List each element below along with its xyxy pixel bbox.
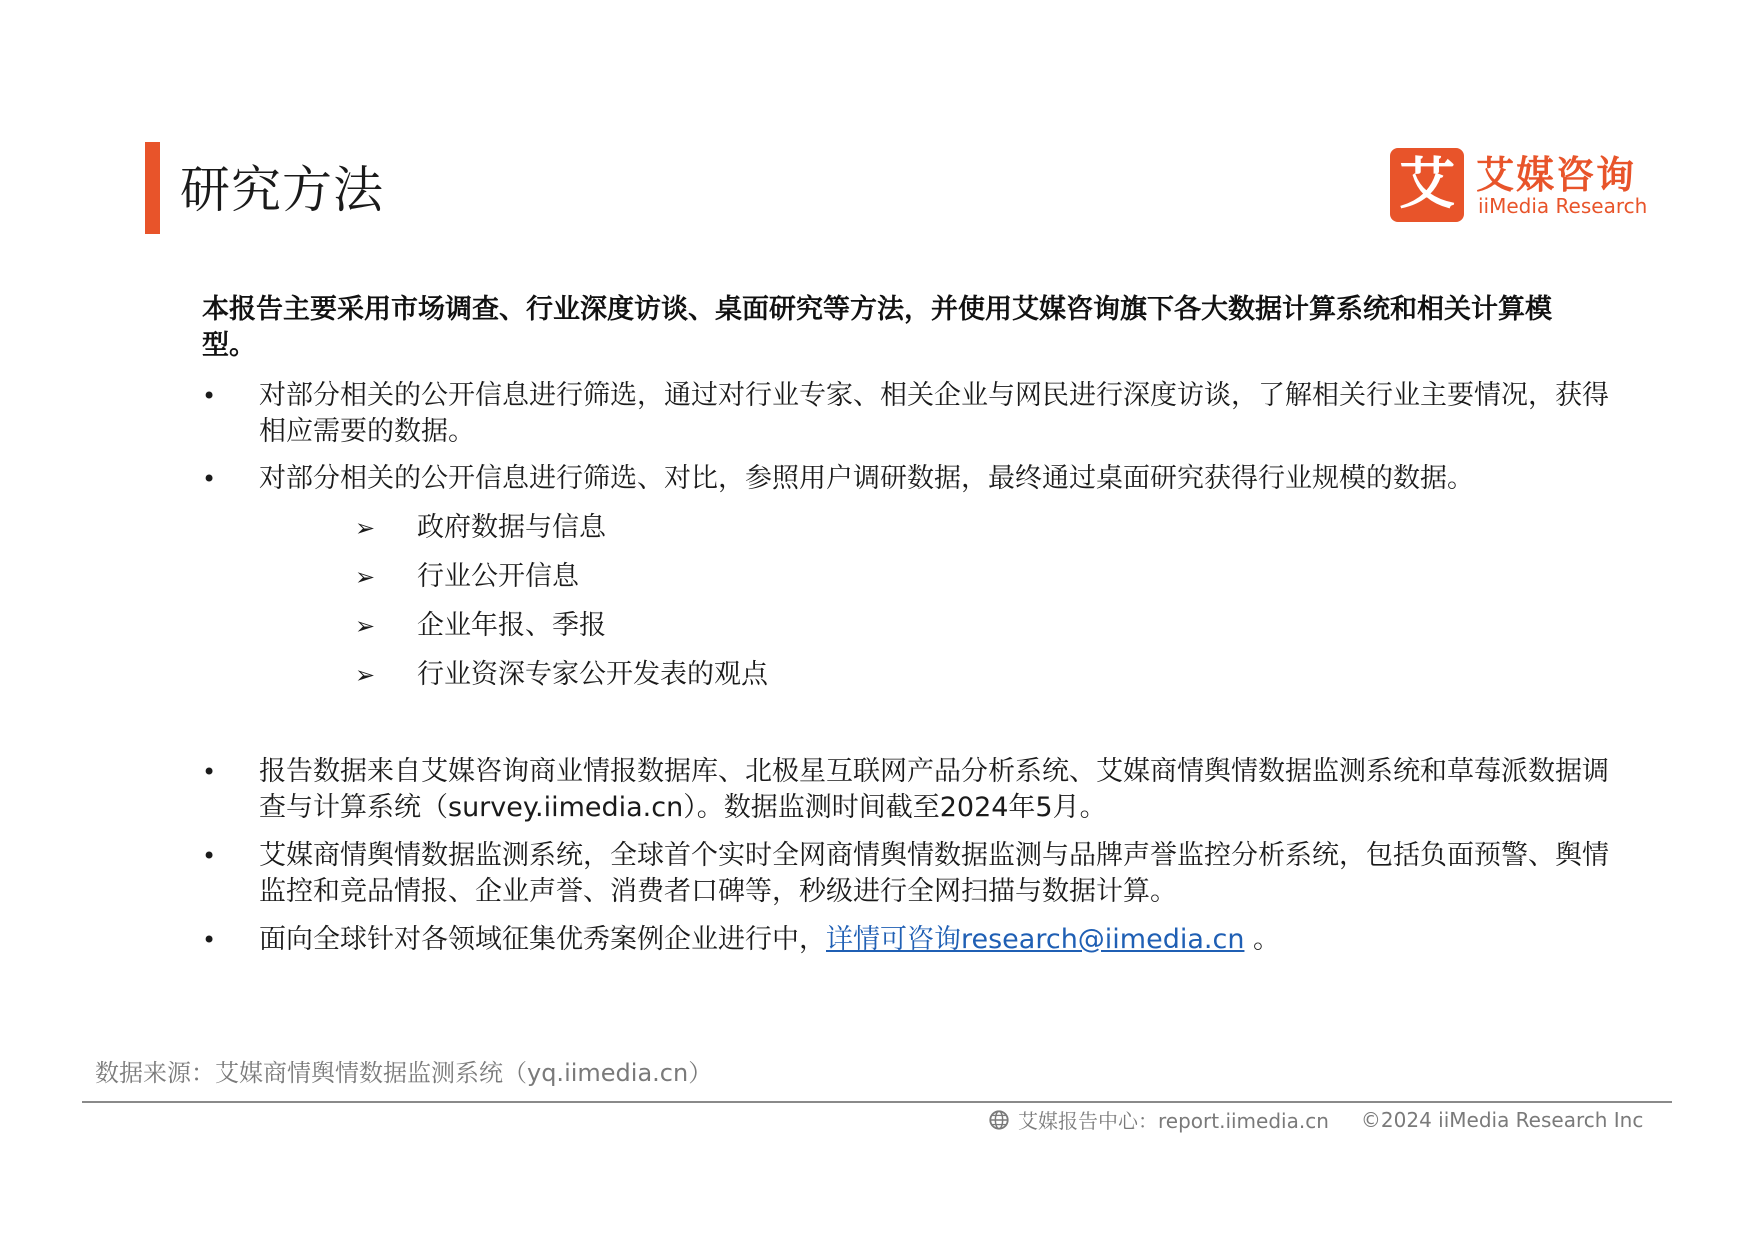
arrow-bullet-icon: ➢ (355, 563, 376, 591)
sub-list-text: 企业年报、季报 (417, 610, 606, 641)
bullet-text: 对部分相关的公开信息进行筛选，通过对行业专家、相关企业与网民进行深度访谈，了解相关行业主要情况，获得相应需要的数据。 (259, 380, 1609, 447)
bullet-text-after-link: 。 (1244, 924, 1281, 955)
globe-icon (988, 1109, 1010, 1131)
title-accent-bar (145, 142, 160, 234)
report-center-link[interactable]: 艾媒报告中心：report.iimedia.cn (1018, 1109, 1329, 1133)
sub-list-text: 行业资深专家公开发表的观点 (417, 659, 768, 690)
sub-list-text: 行业公开信息 (417, 561, 579, 592)
footer-divider (82, 1101, 1672, 1103)
sub-list-text: 政府数据与信息 (417, 512, 606, 543)
bullet-text-before-link: 面向全球针对各领域征集优秀案例企业进行中， (259, 924, 826, 955)
bullet-text: 对部分相关的公开信息进行筛选、对比，参照用户调研数据，最终通过桌面研究获得行业规模的数据。 (259, 463, 1474, 494)
bullet-dot-icon: • (202, 842, 217, 870)
contact-email-link[interactable]: 详情可咨询research@iimedia.cn (826, 924, 1245, 955)
arrow-bullet-icon: ➢ (355, 514, 376, 542)
logo-english-name: iiMedia Research (1478, 194, 1648, 218)
intro-paragraph: 本报告主要采用市场调查、行业深度访谈、桌面研究等方法，并使用艾媒咨询旗下各大数据计算系统和相关计算模型。 (202, 294, 1552, 361)
logo-chinese-name: 艾媒咨询 (1476, 153, 1637, 197)
bullet-dot-icon: • (202, 465, 217, 493)
copyright-text: ©2024 iiMedia Research Inc (1360, 1107, 1644, 1132)
bullet-dot-icon: • (202, 382, 217, 410)
arrow-bullet-icon: ➢ (355, 661, 376, 689)
bullet-text: 艾媒商情舆情数据监测系统，全球首个实时全网商情舆情数据监测与品牌声誉监控分析系统，包括负面预警、舆情监控和竞品情报、企业声誉、消费者口碑等，秒级进行全网扫描与数据计算。 (259, 840, 1609, 907)
bullet-text: 报告数据来自艾媒咨询商业情报数据库、北极星互联网产品分析系统、艾媒商情舆情数据监测系统和草莓派数据调查与计算系统（survey.iimedia.cn）。数据监测时间截至2024年5月。 (259, 756, 1609, 823)
bullet-dot-icon: • (202, 926, 217, 954)
bullet-text (259, 922, 1622, 958)
bullet-dot-icon: • (202, 758, 217, 786)
logo-mark-icon: 艾 (1390, 148, 1464, 222)
arrow-bullet-icon: ➢ (355, 612, 376, 640)
page-footer (988, 1105, 1643, 1134)
data-source-note: 数据来源：艾媒商情舆情数据监测系统（yq.iimedia.cn） (95, 1059, 713, 1087)
page-title: 研究方法 (180, 161, 384, 219)
brand-logo (1390, 148, 1650, 226)
